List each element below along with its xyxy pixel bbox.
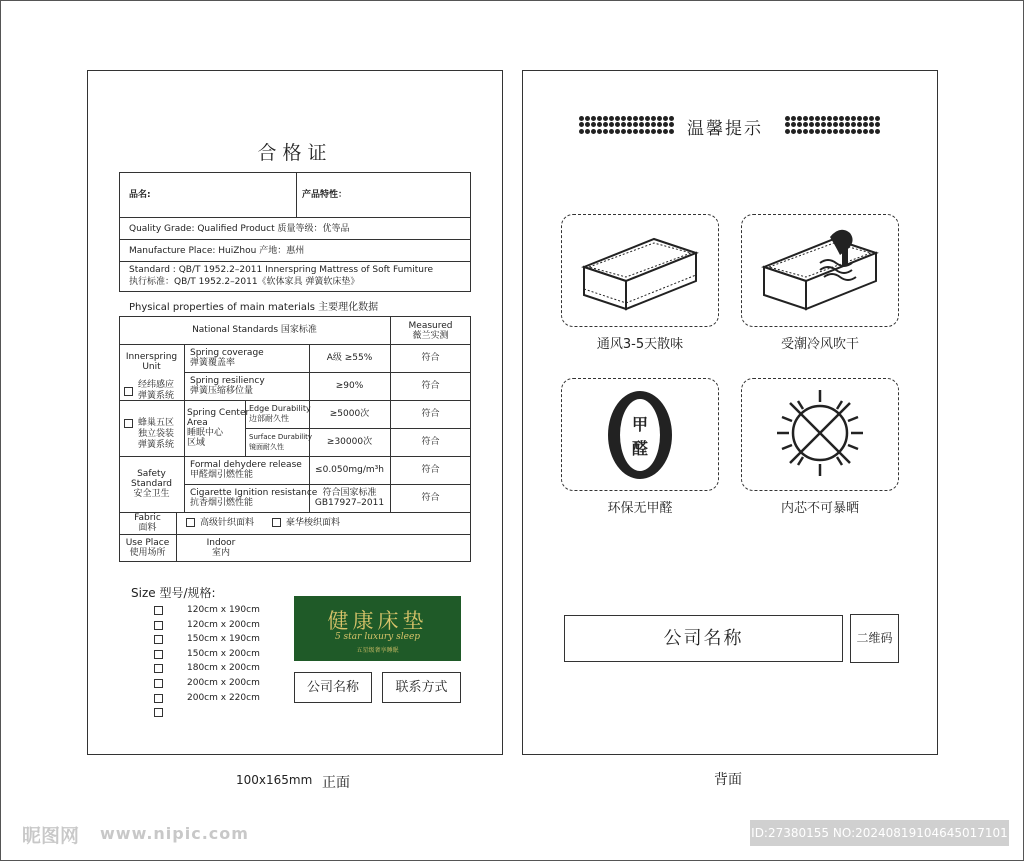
tip-eco: 环保无甲醛	[607, 501, 673, 516]
formaldehyde-char-1: 甲	[631, 415, 648, 434]
coverage-en: Spring coverage	[190, 348, 264, 358]
tip-nosun-card	[741, 378, 899, 491]
coverage-std: A级 ≥55%	[326, 353, 373, 363]
coverage-pass: 符合	[421, 353, 440, 363]
back-panel	[522, 70, 938, 755]
tips-title: 温馨提示	[687, 119, 763, 139]
safety-cn: 安全卫生	[133, 489, 170, 499]
brand-logo	[294, 596, 461, 661]
standard-cn: 执行标准：QB/T 1952.2–2011《软体家具 弹簧软床垫》	[129, 277, 360, 287]
fabric-cn: 面料	[138, 523, 157, 533]
indoor-cn: 室内	[211, 548, 230, 558]
resiliency-pass: 符合	[421, 381, 440, 391]
size-option: 180cm x 200cm	[187, 663, 260, 674]
cig-std2: GB17927–2011	[314, 498, 385, 508]
national-standards-header: National Standards 国家标准	[192, 325, 317, 335]
watermark-id: ID:27380155 NO:20240819104645017101	[750, 820, 1009, 846]
size-option: 200cm x 200cm	[187, 678, 260, 688]
formal-en: Formal dehydere release	[190, 460, 302, 470]
front-caption-side: 正面	[322, 775, 350, 791]
size-option: 200cm x 220cm	[187, 692, 260, 703]
option2-l3: 弹簧系统	[138, 440, 175, 450]
hairdryer-mattress-icon	[742, 215, 898, 326]
front-panel	[87, 70, 503, 755]
resiliency-std: ≥90%	[335, 381, 364, 391]
fabric-opt2: 豪华梭织面料	[286, 518, 341, 528]
center-en1: Spring Center	[187, 408, 250, 418]
size-option: 120cm x 190cm	[187, 605, 260, 615]
center-cn2: 区域	[187, 438, 206, 448]
quality-grade: Quality Grade: Qualified Product 质量等级：优等品	[129, 224, 350, 234]
surface-std: ≥30000次	[326, 437, 373, 447]
safety-en2: Standard	[131, 479, 172, 489]
size-checkbox[interactable]	[154, 635, 163, 644]
tip-ventilate: 通风3-5天散味	[596, 337, 684, 352]
standard-en: Standard : QB/T 1952.2–2011 Innerspring Mattress of Soft Fumiture	[129, 265, 433, 275]
watermark-site-url: www.nipic.com	[100, 824, 249, 843]
measured-header-cn: 薇兰实测	[412, 331, 449, 341]
size-checkbox[interactable]	[154, 664, 163, 673]
size-option: 150cm x 200cm	[187, 648, 260, 659]
edge-en: Edge Durability	[249, 404, 311, 413]
use-cn: 使用场所	[129, 548, 166, 558]
tip-ventilate-card	[561, 214, 719, 327]
size-checkbox[interactable]	[154, 650, 163, 659]
indoor-en: Indoor	[206, 538, 236, 548]
edge-std: ≥5000次	[329, 409, 370, 419]
qr-code-placeholder[interactable]: 二维码	[850, 614, 899, 663]
resiliency-en: Spring resiliency	[190, 376, 265, 386]
formaldehyde-char-2: 醛	[631, 439, 648, 458]
formal-cn: 甲醛烟引燃性能	[190, 470, 254, 480]
size-label: Size 型号/规格:	[131, 586, 216, 600]
size-checkbox[interactable]	[154, 606, 163, 615]
option1-checkbox[interactable]	[124, 387, 133, 396]
center-cn1: 睡眠中心	[187, 428, 224, 438]
size-checkbox[interactable]	[154, 694, 163, 703]
surface-pass: 符合	[421, 437, 440, 447]
formal-std: ≤0.050mg/m³h	[315, 465, 384, 475]
size-option: 120cm x 200cm	[187, 619, 260, 630]
innerspring-unit: Unit	[142, 362, 161, 372]
product-name-label: 品名:	[129, 190, 151, 200]
edge-pass: 符合	[421, 409, 440, 419]
option1-l2: 弹簧系统	[138, 391, 175, 401]
use-en: Use Place	[125, 538, 170, 548]
front-caption-size: 100x165mm	[236, 773, 313, 787]
option1-l1: 经纬感应	[138, 380, 175, 390]
manufacture-place: Manufacture Place: HuiZhou 产地：惠州	[129, 246, 305, 256]
formal-pass: 符合	[421, 465, 440, 475]
option2-l1: 蜂巢五区	[138, 418, 175, 428]
option2-l2: 独立袋装	[138, 429, 175, 439]
cig-pass: 符合	[421, 493, 440, 503]
brand-en: 5 star luxury sleep	[334, 632, 421, 642]
brand-sub: 五星级奢享睡眠	[356, 647, 399, 654]
tip-dry-card	[741, 214, 899, 327]
option2-checkbox[interactable]	[124, 419, 133, 428]
back-company-name[interactable]: 公司名称	[564, 615, 843, 662]
contact-button[interactable]: 联系方式	[382, 672, 461, 703]
size-checkbox[interactable]	[154, 679, 163, 688]
company-name-button[interactable]: 公司名称	[294, 672, 372, 703]
size-checkbox[interactable]	[154, 621, 163, 630]
tip-nosun: 内芯不可暴晒	[780, 501, 859, 516]
surface-cn: 镜面耐久性	[249, 443, 284, 451]
physical-title: Physical properties of main materials 主要理化数据	[129, 302, 379, 313]
product-feature-label: 产品特性：	[302, 190, 348, 200]
fabric-opt1: 高级针织面料	[200, 518, 255, 528]
cig-std1: 符合国家标准	[322, 488, 377, 498]
size-checkbox[interactable]	[154, 708, 163, 717]
back-caption: 背面	[714, 772, 742, 788]
brand-cn: 健康床垫	[327, 609, 428, 633]
dots-left	[579, 116, 675, 134]
mattress-icon	[562, 215, 718, 326]
innerspring-en: Innerspring	[125, 352, 178, 362]
fabric-opt1-checkbox[interactable]	[186, 518, 195, 527]
no-sun-icon	[742, 379, 898, 490]
certificate-title: 合格证	[257, 142, 333, 164]
cig-en: Cigarette Ignition resistance	[190, 488, 318, 498]
cig-cn: 抗香烟引燃性能	[190, 498, 254, 508]
tip-dry: 受潮冷风吹干	[780, 337, 859, 352]
coverage-cn: 弹簧覆盖率	[190, 358, 236, 368]
fabric-en: Fabric	[134, 513, 161, 523]
watermark-site-cn: 昵图网	[22, 825, 80, 847]
measured-header-en: Measured	[408, 321, 453, 331]
dots-right	[785, 116, 881, 134]
tip-eco-card	[561, 378, 719, 491]
resiliency-cn: 弹簧压缩移位量	[190, 386, 254, 396]
surface-en: Surface Durability	[249, 433, 313, 441]
edge-cn: 边部耐久性	[249, 414, 289, 423]
center-en2: Area	[187, 418, 208, 428]
fabric-opt2-checkbox[interactable]	[272, 518, 281, 527]
size-option: 150cm x 190cm	[187, 634, 260, 645]
safety-en1: Safety	[137, 469, 166, 479]
